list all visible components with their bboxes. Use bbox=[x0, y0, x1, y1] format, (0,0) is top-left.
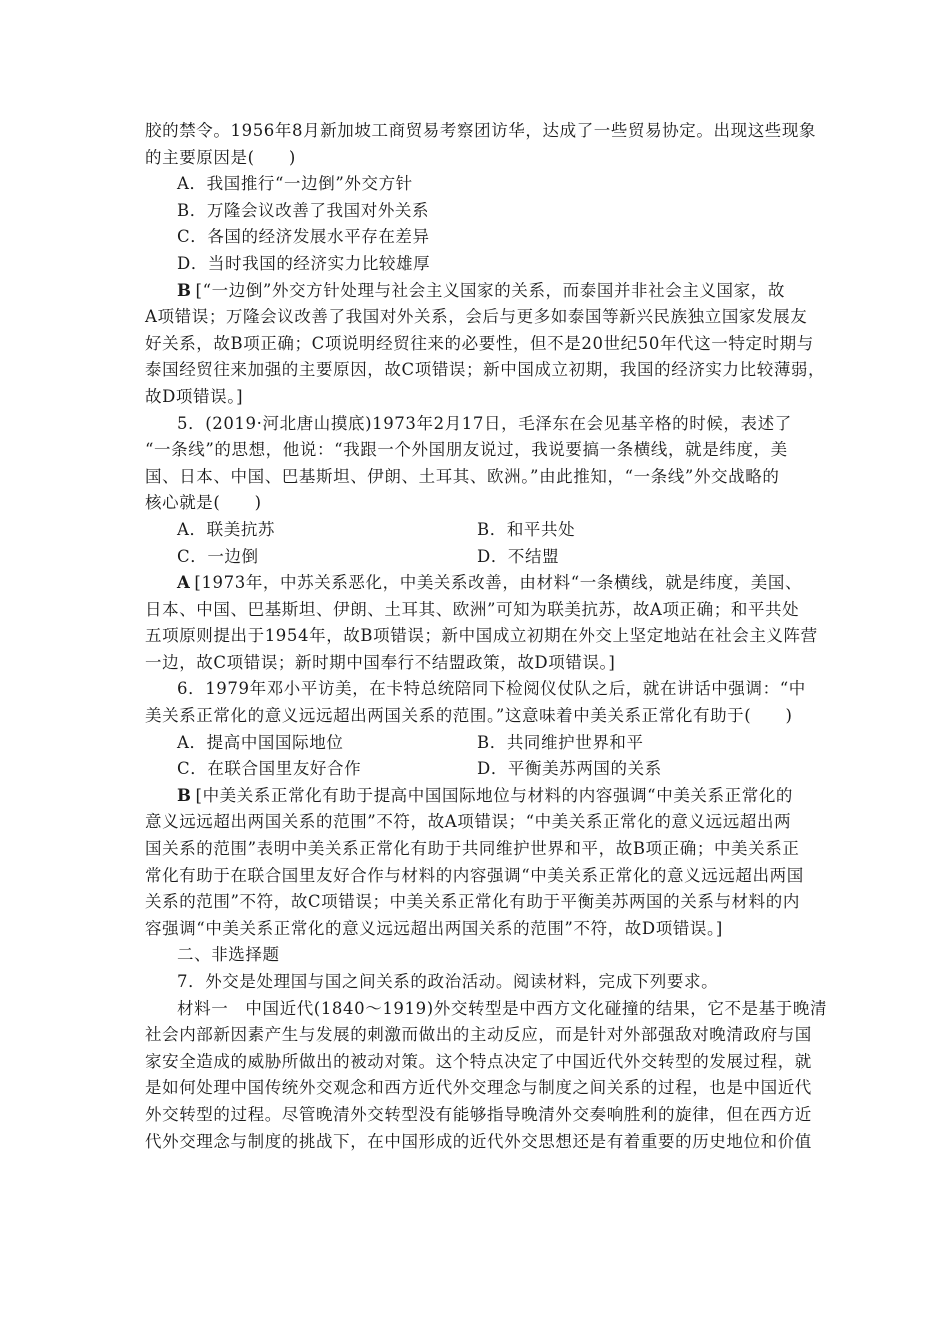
q6-explanation-line-3: 国关系的范围”表明中美关系正常化有助于共同维护世界和平，故B项正确；中美关系正 bbox=[145, 839, 800, 859]
q6-explanation-line-2: 意义远远超出两国关系的范围”不符，故A项错误；“中美关系正常化的意义远远超出两 bbox=[145, 812, 792, 832]
q5-stem-line-2: “一条线”的思想，他说：“我跟一个外国朋友说过，我说要搞一条横线，就是纬度，美 bbox=[145, 440, 788, 460]
q4-stem-line-1: 胶的禁令。1956年8月新加坡工商贸易考察团访华，达成了一些贸易协定。出现这些现象 bbox=[145, 121, 817, 140]
q7-material1-line-5: 外交转型的过程。尽管晚清外交转型没有能够指导晚清外交奏响胜利的旋律，但在西方近 bbox=[145, 1104, 812, 1124]
q7-material1-line-3: 家安全造成的威胁所做出的被动对策。这个特点决定了中国近代外交转型的发展过程，就 bbox=[145, 1051, 812, 1071]
q5-option-d: D．不结盟 bbox=[477, 546, 560, 566]
q5-answer: A bbox=[177, 573, 191, 593]
q4-explanation-text-1: [“一边倒”外交方针处理与社会主义国家的关系，而泰国并非社会主义国家，故 bbox=[195, 280, 785, 300]
q6-explanation-text-1: [中美关系正常化有助于提高中国国际地位与材料的内容强调“中美关系正常化的 bbox=[195, 785, 794, 805]
q5-explanation-line-3: 五项原则提出于1954年，故B项错误；新中国成立初期在外交上坚定地站在社会主义阵营 bbox=[145, 626, 818, 646]
q6-option-a: A．提高中国国际地位 bbox=[177, 732, 344, 752]
q5-explanation-line-4: 一边，故C项错误；新时期中国奉行不结盟政策，故D项错误。] bbox=[145, 652, 616, 672]
q6-option-b: B．共同维护世界和平 bbox=[477, 732, 644, 752]
q6-explanation-line-5: 关系的范围”不符，故C项错误；中美关系正常化有助于平衡美苏两国的关系与材料的内 bbox=[145, 892, 800, 912]
q4-option-a: A．我国推行“一边倒”外交方针 bbox=[177, 174, 413, 194]
q5-options-row-2 bbox=[145, 544, 810, 571]
q6-explanation-line-1 bbox=[145, 783, 810, 810]
q6-explanation-line-4: 常化有助于在联合国里友好合作与材料的内容强调“中美关系正常化的意义远远超出两国 bbox=[145, 865, 804, 885]
q5-option-a: A．联美抗苏 bbox=[177, 519, 276, 539]
q7-material1-line-2: 社会内部新因素产生与发展的刺激而做出的主动反应，而是针对外部强敌对晚清政府与国 bbox=[145, 1025, 812, 1045]
q4-option-b: B．万隆会议改善了我国对外关系 bbox=[177, 200, 430, 220]
q5-explanation-line-1 bbox=[145, 570, 810, 597]
q6-stem-line-2: 美关系正常化的意义远远超出两国关系的范围。”这意味着中美关系正常化有助于( ) bbox=[145, 706, 793, 726]
q4-option-c: C．各国的经济发展水平存在差异 bbox=[177, 227, 430, 247]
q6-answer: B bbox=[177, 785, 192, 805]
document-page bbox=[145, 118, 828, 1155]
q4-explanation-line-5: 故D项错误。] bbox=[145, 386, 244, 406]
q5-option-c: C．一边倒 bbox=[177, 546, 259, 566]
section-heading: 二、非选择题 bbox=[177, 945, 280, 965]
q7-stem: 7．外交是处理国与国之间关系的政治活动。阅读材料，完成下列要求。 bbox=[177, 972, 719, 991]
q5-explanation-text-1: [1973年，中苏关系恶化，中美关系改善，由材料“一条横线，就是纬度，美国、 bbox=[194, 573, 803, 593]
q6-stem-line-1: 6．1979年邓小平访美，在卡特总统陪同下检阅仪仗队之后，就在讲话中强调：“中 bbox=[177, 679, 806, 699]
q5-option-b: B．和平共处 bbox=[477, 519, 576, 539]
q7-material1-line-4: 是如何处理中国传统外交观念和西方近代外交理念与制度之间关系的过程，也是中国近代 bbox=[145, 1078, 812, 1098]
q6-option-d: D．平衡美苏两国的关系 bbox=[477, 759, 662, 779]
q5-stem-line-3: 国、日本、中国、巴基斯坦、伊朗、土耳其、欧洲。”由此推知，“一条线”外交战略的 bbox=[145, 466, 780, 486]
q4-option-d: D．当时我国的经济实力比较雄厚 bbox=[177, 253, 431, 273]
q6-explanation-line-6: 容强调“中美关系正常化的意义远远超出两国关系的范围”不符，故D项错误。] bbox=[145, 918, 723, 938]
q6-options-row-1 bbox=[145, 730, 810, 757]
q6-option-c: C．在联合国里友好合作 bbox=[177, 759, 362, 779]
q7-material1-line-6: 代外交理念与制度的挑战下，在中国形成的近代外交思想还是有着重要的历史地位和价值 bbox=[145, 1131, 812, 1151]
q5-explanation-line-2: 日本、中国、巴基斯坦、伊朗、土耳其、欧洲”可知为联美抗苏，故A项正确；和平共处 bbox=[145, 599, 800, 619]
q5-stem-line-4: 核心就是( ) bbox=[145, 493, 262, 513]
q5-stem-line-1: 5．(2019·河北唐山摸底)1973年2月17日，毛泽东在会见基辛格的时候，表述了 bbox=[177, 413, 792, 433]
q6-options-row-2 bbox=[145, 756, 810, 783]
q4-answer: B bbox=[177, 280, 192, 300]
q7-material1-line-1: 材料一 中国近代(1840～1919)外交转型是中西方文化碰撞的结果，它不是基于晚清 bbox=[177, 998, 828, 1018]
q4-explanation-line-1 bbox=[145, 278, 810, 305]
q4-explanation-line-4: 泰国经贸往来加强的主要原因，故C项错误；新中国成立初期，我国的经济实力比较薄弱， bbox=[145, 360, 826, 380]
q4-explanation-line-2: A项错误；万隆会议改善了我国对外关系，会后与更多如泰国等新兴民族独立国家发展友 bbox=[145, 307, 808, 327]
q4-explanation-line-3: 好关系，故B项正确；C项说明经贸往来的必要性，但不是20世纪50年代这一特定时期与 bbox=[145, 333, 814, 353]
q4-stem-line-2: 的主要原因是( ) bbox=[145, 147, 296, 167]
q5-options-row-1 bbox=[145, 517, 810, 544]
